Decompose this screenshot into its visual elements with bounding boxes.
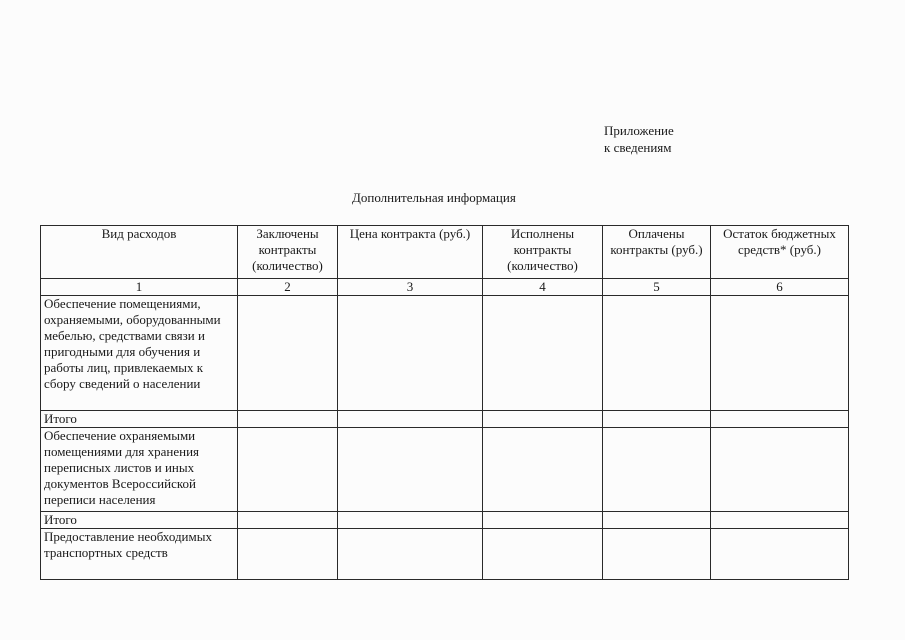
column-number: 4 [483, 279, 603, 296]
table-cell [238, 529, 338, 580]
table-cell [483, 512, 603, 529]
header-contracts-concluded: Заключены контракты (количество) [238, 226, 338, 279]
row-label: Обеспечение охраняемыми помещениями для хранения переписных листов и иных документов Всероссийской переписи населения [41, 428, 238, 512]
table-cell [483, 428, 603, 512]
table-cell [483, 411, 603, 428]
column-number: 5 [603, 279, 711, 296]
document-title: Дополнительная информация [352, 190, 516, 205]
column-number: 1 [41, 279, 238, 296]
column-number: 3 [338, 279, 483, 296]
table-cell [711, 529, 849, 580]
table-cell [338, 296, 483, 411]
table-row [41, 512, 849, 529]
header-contracts-executed: Исполнены контракты (количество) [483, 226, 603, 279]
table-cell [483, 529, 603, 580]
appendix-line-1: Приложение [604, 123, 674, 138]
header-row [41, 226, 849, 279]
header-expense-type: Вид расходов [41, 226, 238, 279]
table-cell [711, 428, 849, 512]
table-cell [238, 512, 338, 529]
row-label: Итого [41, 512, 238, 529]
table-cell [238, 411, 338, 428]
table-cell [338, 411, 483, 428]
table-cell [711, 411, 849, 428]
table-cell [338, 428, 483, 512]
table-cell [711, 296, 849, 411]
row-label: Обеспечение помещениями, охраняемыми, оборудованными мебелью, средствами связи и пригодными для обучения и работы лиц, привлекаемых к сбору сведений о населении [41, 296, 238, 411]
table-cell [603, 529, 711, 580]
table-row [41, 428, 849, 512]
table-row [41, 411, 849, 428]
column-number: 2 [238, 279, 338, 296]
table-cell [483, 296, 603, 411]
column-number-row [41, 279, 849, 296]
table-row [41, 529, 849, 580]
table-cell [603, 411, 711, 428]
header-contract-price: Цена контракта (руб.) [338, 226, 483, 279]
table-row [41, 296, 849, 411]
row-label: Итого [41, 411, 238, 428]
expense-table [40, 225, 849, 580]
table-cell [238, 428, 338, 512]
table-cell [711, 512, 849, 529]
table-cell [338, 529, 483, 580]
header-budget-remainder: Остаток бюджетных средств* (руб.) [711, 226, 849, 279]
column-number: 6 [711, 279, 849, 296]
appendix-note [604, 122, 674, 156]
row-label: Предоставление необходимых транспортных средств [41, 529, 238, 580]
table-cell [603, 296, 711, 411]
appendix-line-2: к сведениям [604, 140, 672, 155]
table-cell [603, 428, 711, 512]
table-cell [603, 512, 711, 529]
table-cell [338, 512, 483, 529]
header-contracts-paid: Оплачены контракты (руб.) [603, 226, 711, 279]
table-cell [238, 296, 338, 411]
